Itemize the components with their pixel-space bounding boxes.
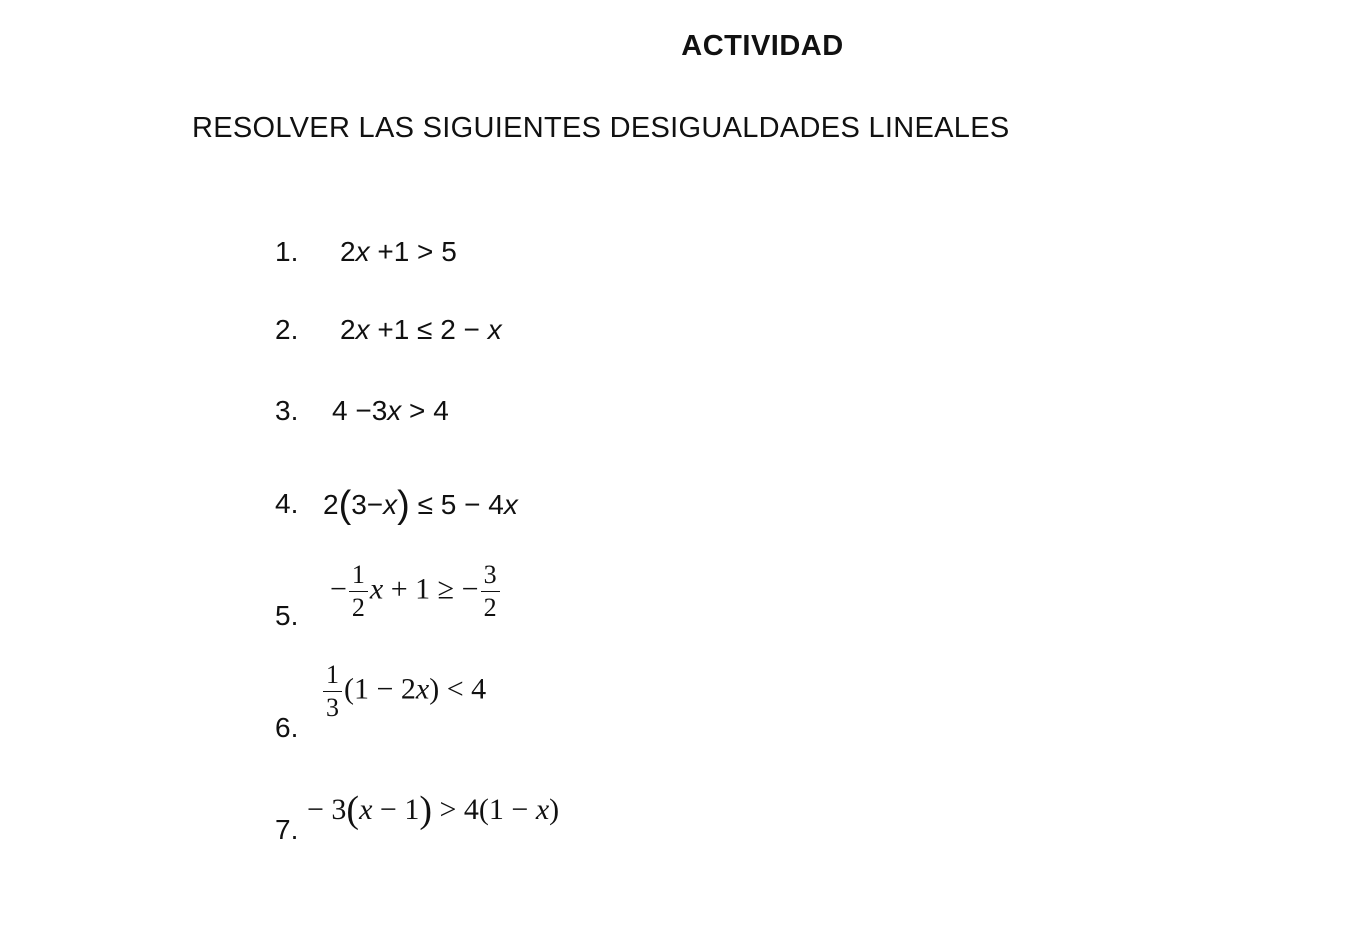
instructions-heading: RESOLVER LAS SIGUIENTES DESIGUALDADES LINEALES xyxy=(192,112,1010,144)
item-number: 6. xyxy=(275,712,299,743)
item-number: 5. xyxy=(275,600,299,631)
page-title: ACTIVIDAD xyxy=(681,30,844,62)
inequality-expression: − $\frac{1}{2}$ x + 1 ≥ − $\frac{3}{2}$ xyxy=(330,562,502,621)
inequality-expression: $\frac{1}{3}$ (1 − 2x) < 4 xyxy=(321,662,486,721)
fraction: $\frac{3}{2}$ xyxy=(481,562,500,621)
inequality-expression: 2(3−x) ≤ 5 − 4x xyxy=(323,484,518,526)
item-number: 7. xyxy=(275,814,299,845)
inequality-expression: 4 −3x > 4 xyxy=(332,395,449,426)
item-number: 2. xyxy=(275,314,299,345)
inequality-expression: 2x +1 > 5 xyxy=(340,236,457,267)
inequality-expression: − 3(x − 1) > 4(1 − x) xyxy=(307,789,560,831)
item-number: 3. xyxy=(275,395,299,426)
item-number: 4. xyxy=(275,488,299,519)
item-number: 1. xyxy=(275,236,299,267)
fraction: $\frac{1}{2}$ xyxy=(349,562,368,621)
inequality-expression: 2x +1 ≤ 2 − x xyxy=(340,314,502,345)
fraction: $\frac{1}{3}$ xyxy=(323,662,342,721)
